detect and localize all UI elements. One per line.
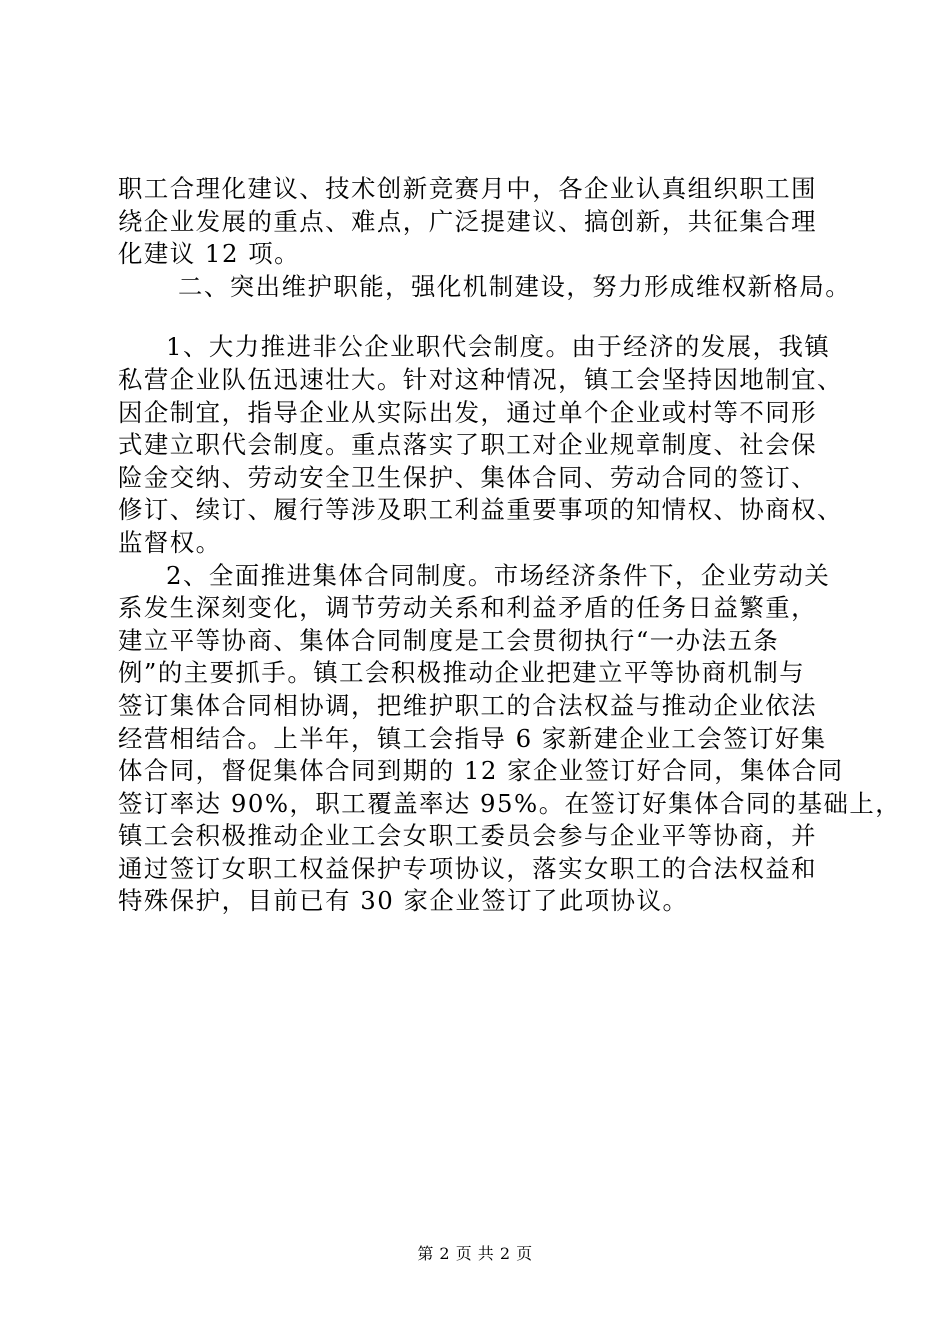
- paragraph-2-line: 通过签订女职工权益保护专项协议，落实女职工的合法权益和: [118, 853, 818, 883]
- paragraph-2-line: 签订率达 90%，职工覆盖率达 95%。在签订好集体合同的基础上，: [118, 788, 902, 818]
- page-number: 第 2 页 共 2 页: [417, 1244, 533, 1263]
- paragraph-1-first-line: 1、大力推进非公企业职代会制度。由于经济的发展，我镇: [166, 332, 831, 362]
- paragraph-2-first-line: 2、全面推进集体合同制度。市场经济条件下，企业劳动关: [166, 560, 831, 590]
- paragraph-2-line: 体合同，督促集体合同到期的 12 家企业签订好合同，集体合同: [118, 756, 844, 786]
- paragraph-2-line: 镇工会积极推动企业工会女职工委员会参与企业平等协商，并: [118, 821, 818, 851]
- paragraph-2-line: 签订集体合同相协调，把维护职工的合法权益与推动企业依法: [118, 690, 818, 720]
- paragraph-2-line: 系发生深刻变化，调节劳动关系和利益矛盾的任务日益繁重，: [118, 593, 818, 623]
- paragraph-1-line: 修订、续订、履行等涉及职工利益重要事项的知情权、协商权、: [118, 495, 843, 525]
- paragraph-1-line: 私营企业队伍迅速壮大。针对这种情况，镇工会坚持因地制宜、: [118, 364, 843, 394]
- paragraph-1-line: 式建立职代会制度。重点落实了职工对企业规章制度、社会保: [118, 430, 818, 460]
- document-body: [118, 173, 902, 918]
- paragraph-1-line: 因企制宜，指导企业从实际出发，通过单个企业或村等不同形: [118, 397, 818, 427]
- paragraph-1-line: 险金交纳、劳动安全卫生保护、集体合同、劳动合同的签订、: [118, 462, 818, 492]
- paragraph-2-line: 特殊保护，目前已有 30 家企业签订了此项协议。: [118, 886, 689, 916]
- body-line: 绕企业发展的重点、难点，广泛提建议、搞创新，共征集合理: [118, 206, 818, 236]
- section-heading: 二、突出维护职能，强化机制建设，努力形成维权新格局。: [178, 271, 852, 301]
- page-footer: [0, 1244, 950, 1264]
- paragraph-2-line: 例”的主要抓手。镇工会积极推动企业把建立平等协商机制与: [118, 658, 806, 688]
- paragraph-2-line: 建立平等协商、集体合同制度是工会贯彻执行“一办法五条: [118, 625, 780, 655]
- body-line: 职工合理化建议、技术创新竞赛月中，各企业认真组织职工围: [118, 174, 818, 203]
- paragraph-gap: [118, 303, 850, 331]
- paragraph-1-line: 监督权。: [118, 527, 222, 557]
- paragraph-2-line: 经营相结合。上半年，镇工会指导 6 家新建企业工会签订好集: [118, 723, 827, 753]
- body-line: 化建议 12 项。: [118, 239, 300, 269]
